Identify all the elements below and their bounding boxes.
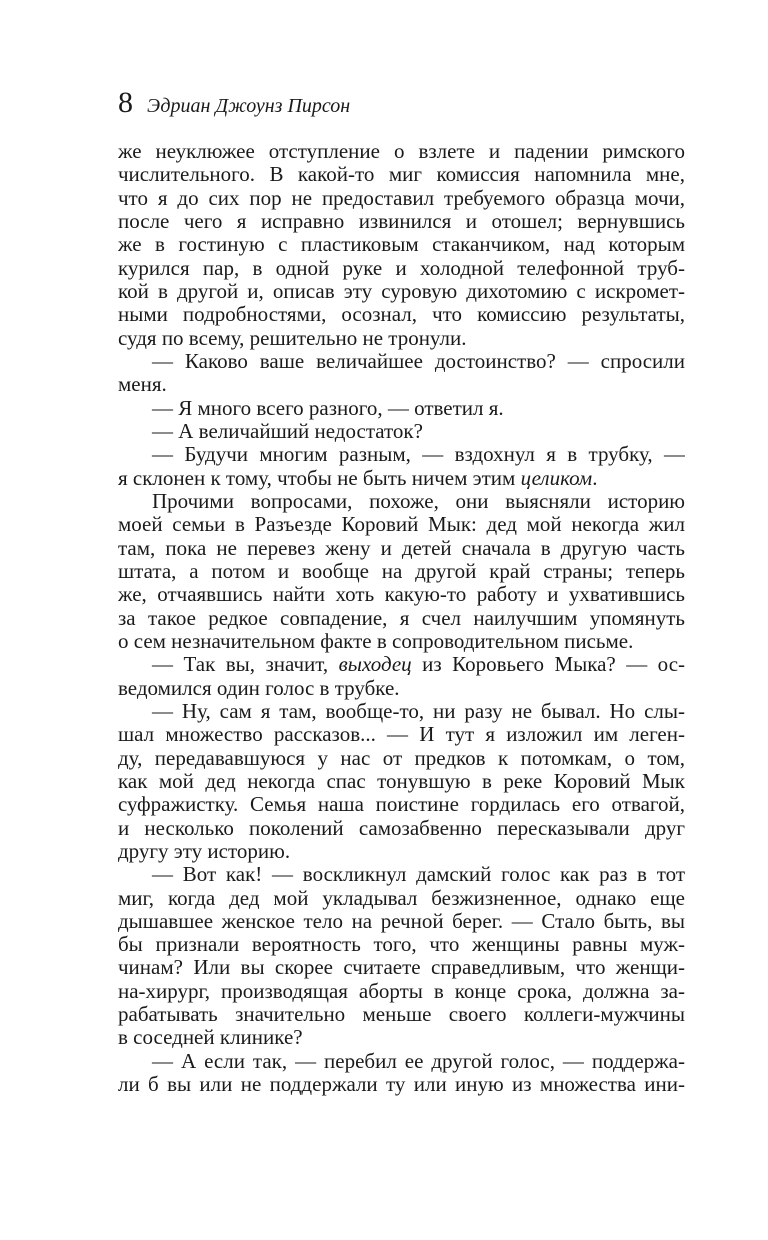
text-line-content: после чего я исправно извинился и отошел; вернувшись bbox=[118, 209, 685, 233]
running-head: Эдриан Джоунз Пирсон bbox=[147, 95, 351, 117]
text-line bbox=[118, 933, 685, 956]
text-line-tail: . bbox=[592, 466, 598, 490]
text-line bbox=[118, 840, 685, 863]
text-line-content: — Каково ваше величайшее достоинство? — спросили bbox=[152, 349, 685, 373]
text-line bbox=[118, 210, 685, 233]
text-line-content: о сем незначительном факте в сопроводительном письме. bbox=[118, 629, 634, 653]
text-line bbox=[118, 817, 685, 840]
text-line bbox=[118, 233, 685, 256]
text-line bbox=[118, 1073, 685, 1096]
text-line bbox=[118, 397, 685, 420]
text-line-content: что я до сих пор не предоставил требуемого образца мочи, bbox=[118, 186, 685, 210]
text-line bbox=[118, 723, 685, 746]
text-line bbox=[118, 630, 685, 653]
text-line bbox=[118, 303, 685, 326]
text-line-content: же, отчаявшись найти хоть какую-то работу и ухватившись bbox=[118, 583, 685, 607]
text-line-content: — Я много всего разного, — ответил я. bbox=[152, 396, 504, 420]
page-number: 8 bbox=[118, 86, 133, 119]
text-line-content: курился пар, в одной руке и холодной телефонной труб- bbox=[118, 256, 685, 280]
text-line-content: — А если так, — перебил ее другой голос, — поддержа- bbox=[152, 1049, 685, 1073]
body-text bbox=[118, 140, 685, 1096]
text-line-content: чинам? Или вы скорее считаете справедливым, что женщи- bbox=[118, 956, 685, 980]
text-line-tail: из Коровьего Мыка? — ос- bbox=[411, 653, 685, 677]
text-line-content: — Вот как! — воскликнул дамский голос как раз в тот bbox=[152, 863, 685, 887]
text-line-content: Прочими вопросами, похоже, они выясняли историю bbox=[152, 489, 685, 513]
text-line-content: — Так вы, значит, bbox=[152, 653, 339, 677]
text-line-content: меня. bbox=[118, 373, 167, 397]
text-line bbox=[118, 980, 685, 1003]
text-line-content: — Будучи многим разным, — вздохнул я в трубку, — bbox=[152, 443, 685, 467]
text-line-content: в соседней клинике? bbox=[118, 1026, 303, 1050]
text-line bbox=[118, 1050, 685, 1073]
italic-emphasis: выходец bbox=[338, 653, 412, 677]
text-line-content: ведомился один голос в трубке. bbox=[118, 676, 400, 700]
text-line bbox=[118, 327, 685, 350]
text-line bbox=[118, 420, 685, 443]
text-line-content: числительного. В какой-то миг комиссия напомнила мне, bbox=[118, 163, 685, 187]
text-line bbox=[118, 607, 685, 630]
text-line bbox=[118, 467, 685, 490]
text-line bbox=[118, 257, 685, 280]
text-line-content: дышавшее женское тело на речной берег. — Стало быть, вы bbox=[118, 909, 685, 933]
text-line-content: шал множество рассказов... — И тут я изложил им леген- bbox=[118, 723, 685, 747]
text-line-content: миг, когда дед мой укладывал безжизненное, однако еще bbox=[118, 886, 685, 910]
text-line-content: суфражистку. Семья наша поистине гордилась его отвагой, bbox=[118, 793, 685, 817]
text-line-content: штата, а потом и вообще на другой край страны; теперь bbox=[118, 559, 685, 583]
text-line-content: там, пока не перевез жену и детей сначала в другую часть bbox=[118, 536, 685, 560]
text-line bbox=[118, 373, 685, 396]
text-line bbox=[118, 187, 685, 210]
text-line-content: — Ну, сам я там, вообще-то, ни разу не бывал. Но слы- bbox=[152, 699, 685, 723]
text-line bbox=[118, 350, 685, 373]
text-line bbox=[118, 1026, 685, 1049]
text-line bbox=[118, 793, 685, 816]
text-line-content: же в гостиную с пластиковым стаканчиком, над которым bbox=[118, 233, 685, 257]
text-line-content: судя по всему, решительно не тронули. bbox=[118, 326, 467, 350]
text-line bbox=[118, 280, 685, 303]
text-line bbox=[118, 747, 685, 770]
text-line-content: как мой дед некогда спас тонувшую в реке Коровий Мык bbox=[118, 769, 685, 793]
text-line bbox=[118, 140, 685, 163]
text-line-content: другу эту историю. bbox=[118, 839, 291, 863]
text-line bbox=[118, 910, 685, 933]
text-line bbox=[118, 770, 685, 793]
text-line-content: за такое редкое совпадение, я счел наилучшим упомянуть bbox=[118, 606, 685, 630]
text-line-content: рабатывать значительно меньше своего коллеги-мужчины bbox=[118, 1003, 685, 1027]
text-line-content: и несколько поколений самозабвенно пересказывали друг bbox=[118, 816, 685, 840]
italic-emphasis: целиком bbox=[520, 466, 593, 490]
text-line bbox=[118, 863, 685, 886]
text-line-content: на-хирург, производящая аборты в конце срока, должна за- bbox=[118, 979, 685, 1003]
text-line bbox=[118, 537, 685, 560]
text-line bbox=[118, 887, 685, 910]
text-line bbox=[118, 560, 685, 583]
text-line-content: — А величайший недостаток? bbox=[152, 419, 423, 443]
text-line bbox=[118, 1003, 685, 1026]
text-line bbox=[118, 583, 685, 606]
text-line-content: ду, передававшуюся у нас от предков к потомкам, о том, bbox=[118, 746, 685, 770]
text-line bbox=[118, 513, 685, 536]
page-header bbox=[118, 86, 350, 122]
text-line-content: кой в другой и, описав эту суровую дихотомию с искромет- bbox=[118, 279, 685, 303]
text-line-content: бы признали вероятность того, что женщины равны муж- bbox=[118, 933, 685, 957]
text-line bbox=[118, 653, 685, 676]
text-line bbox=[118, 956, 685, 979]
text-line-content: моей семьи в Разъезде Коровий Мык: дед мой некогда жил bbox=[118, 513, 685, 537]
text-line-content: ными подробностями, осознал, что комиссию результаты, bbox=[118, 303, 685, 327]
text-line bbox=[118, 677, 685, 700]
text-line bbox=[118, 700, 685, 723]
text-line bbox=[118, 490, 685, 513]
text-line-content: я склонен к тому, чтобы не быть ничем этим bbox=[118, 466, 521, 490]
text-line-content: же неуклюжее отступление о взлете и падении римского bbox=[118, 140, 685, 163]
text-line-content: ли б вы или не поддержали ту или иную из множества ини- bbox=[118, 1073, 685, 1097]
text-line bbox=[118, 443, 685, 466]
text-line bbox=[118, 163, 685, 186]
